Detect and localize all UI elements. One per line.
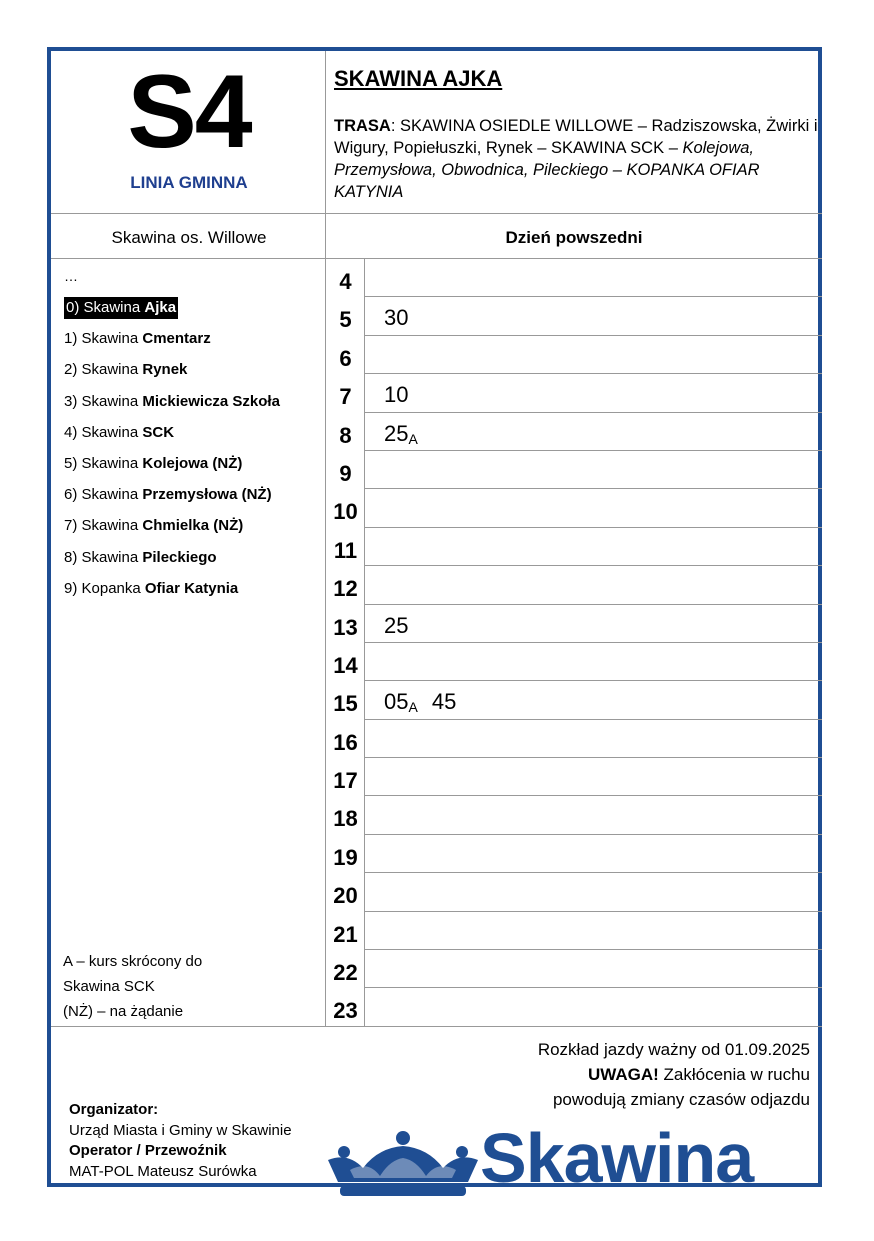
note-line: Skawina SCK xyxy=(63,978,155,995)
stop-label xyxy=(64,361,187,378)
stop-prefix: 8) Skawina xyxy=(64,548,143,566)
note-line: A – kurs skrócony do xyxy=(63,953,203,970)
hour-cell: 10 xyxy=(333,499,358,525)
stop-label xyxy=(64,330,211,347)
stop-label xyxy=(64,486,272,503)
stop-item xyxy=(64,296,280,327)
hour-row xyxy=(326,758,822,796)
stop-label xyxy=(64,424,174,441)
stop-name: Cmentarz xyxy=(142,330,211,348)
day-header: Dzień powszedni xyxy=(505,228,643,247)
departure-table xyxy=(326,259,822,1027)
stop-prefix: 5) Skawina xyxy=(64,454,143,472)
hour-cell: 21 xyxy=(333,921,358,947)
hour-row xyxy=(326,605,822,643)
stop-prefix: 3) Skawina xyxy=(64,392,143,410)
stop-name: Rynek xyxy=(142,361,188,379)
stop-item xyxy=(64,452,280,483)
hour-cell: 20 xyxy=(333,883,358,909)
notes xyxy=(63,949,202,1024)
stop-label xyxy=(64,517,243,534)
operator-value: MAT-POL Mateusz Surówka xyxy=(69,1162,257,1180)
hour-row xyxy=(326,451,822,489)
minutes-cell xyxy=(384,413,432,451)
stop-name: Mickiewicza Szkoła xyxy=(142,392,280,410)
hour-cell: 5 xyxy=(339,307,352,333)
course-mark: A xyxy=(408,699,418,716)
hour-row xyxy=(326,796,822,834)
hour-cell: 17 xyxy=(333,768,358,794)
minute-value: 10 xyxy=(384,382,409,408)
logo-text: Skawina xyxy=(480,1119,754,1197)
stop-item xyxy=(64,390,280,421)
route-text-italic: Kolejowa, Przemysłowa, Obwodnica, Pileckiego – KOPANKA OFIAR KATYNIA xyxy=(334,139,760,201)
hour-cell: 7 xyxy=(339,384,352,410)
warning-line xyxy=(538,1062,810,1087)
hour-row xyxy=(326,835,822,873)
note-line: (NŻ) – na żądanie xyxy=(63,1003,184,1020)
hour-cell: 16 xyxy=(333,729,358,755)
operator-label: Operator / Przewoźnik xyxy=(69,1142,227,1159)
line-number: S4 xyxy=(127,54,251,170)
organizer-value: Urząd Miasta i Gminy w Skawinie xyxy=(69,1121,292,1139)
hour-row xyxy=(326,413,822,451)
stop-item xyxy=(64,421,280,452)
hour-row xyxy=(326,643,822,681)
hour-cell: 9 xyxy=(339,460,352,486)
hour-cell: 11 xyxy=(333,537,358,563)
validity-info xyxy=(538,1037,810,1112)
minute-value: 25 xyxy=(384,420,409,446)
hour-row xyxy=(326,720,822,758)
stops-ellipsis: … xyxy=(64,268,78,284)
stop-prefix: 0) Skawina xyxy=(66,299,145,316)
hour-row xyxy=(326,950,822,988)
stop-name: Kolejowa (NŻ) xyxy=(142,454,243,472)
stop-label xyxy=(64,393,280,410)
departure-minute xyxy=(384,305,408,330)
hour-cell: 15 xyxy=(333,691,358,717)
stop-item xyxy=(64,546,280,577)
stop-item xyxy=(64,483,280,514)
stop-item xyxy=(64,327,280,358)
organizer-label: Organizator: xyxy=(69,1101,159,1118)
hour-row xyxy=(326,912,822,950)
hour-cell: 12 xyxy=(333,576,358,602)
hour-cell: 6 xyxy=(339,345,352,371)
departure-minute xyxy=(432,689,456,714)
hour-cell: 22 xyxy=(333,960,358,986)
warning-text: Zakłócenia w ruchu xyxy=(658,1065,810,1084)
departure-minute xyxy=(384,382,408,407)
hour-cell: 18 xyxy=(333,806,358,832)
stop-prefix: 7) Skawina xyxy=(64,517,143,535)
stop-name: Przemysłowa (NŻ) xyxy=(142,486,272,504)
minute-value: 30 xyxy=(384,305,409,331)
stop-label xyxy=(64,580,238,597)
direction-header: Skawina os. Willowe xyxy=(111,228,267,247)
stop-label xyxy=(64,549,217,566)
stop-title: SKAWINA AJKA xyxy=(334,66,503,91)
hour-row xyxy=(326,489,822,527)
stop-prefix: 1) Skawina xyxy=(64,330,143,348)
stop-name: Chmielka (NŻ) xyxy=(142,517,244,535)
departure-minute xyxy=(384,689,418,714)
hour-row xyxy=(326,336,822,374)
crown-icon xyxy=(328,1130,478,1200)
hour-cell: 19 xyxy=(333,844,358,870)
validity-date: Rozkład jazdy ważny od 01.09.2025 xyxy=(537,1040,810,1059)
departure-minute xyxy=(384,613,408,638)
minutes-cell xyxy=(384,374,422,412)
divider xyxy=(51,213,822,214)
stop-name: SCK xyxy=(142,423,175,441)
stop-item xyxy=(64,577,280,608)
stop-label xyxy=(64,297,178,319)
minute-value: 45 xyxy=(431,689,457,715)
stop-name: Pileckiego xyxy=(142,548,217,566)
hour-row xyxy=(326,528,822,566)
stop-name: Ofiar Katynia xyxy=(144,579,239,597)
line-type: LINIA GMINNA xyxy=(130,173,248,192)
minute-value: 25 xyxy=(384,612,409,638)
minutes-cell xyxy=(384,297,422,335)
hour-cell: 8 xyxy=(339,422,352,448)
route-label: TRASA xyxy=(334,117,391,135)
hour-cell: 13 xyxy=(333,614,358,640)
warning-line-2: powodują zmiany czasów odjazdu xyxy=(552,1090,810,1109)
hour-cell: 4 xyxy=(339,269,352,294)
hour-row xyxy=(326,259,822,297)
hour-row xyxy=(326,681,822,719)
hour-row xyxy=(326,374,822,412)
minutes-cell xyxy=(384,681,470,719)
hour-row xyxy=(326,988,822,1026)
minutes-cell xyxy=(384,605,422,643)
stop-prefix: 6) Skawina xyxy=(64,486,143,504)
stop-item xyxy=(64,514,280,545)
hour-row xyxy=(326,566,822,604)
stop-list xyxy=(64,296,280,608)
stop-prefix: 9) Kopanka xyxy=(64,579,145,597)
hour-cell: 14 xyxy=(333,652,358,678)
hour-row xyxy=(326,297,822,335)
departure-minute xyxy=(384,421,418,446)
stop-prefix: 4) Skawina xyxy=(64,423,143,441)
hour-row xyxy=(326,873,822,911)
hour-cell: 23 xyxy=(333,998,358,1024)
organizer-info xyxy=(69,1100,292,1182)
minute-value: 05 xyxy=(384,689,409,715)
row-divider xyxy=(365,1026,822,1027)
route-text: : SKAWINA OSIEDLE WILLOWE – Radziszowska, Żwirki i Wigury, Popiełuszki, Rynek – SKAWINA SCK – xyxy=(334,117,818,157)
course-mark: A xyxy=(408,430,418,447)
stop-label xyxy=(64,455,242,472)
stop-name: Ajka xyxy=(144,299,177,316)
stop-item xyxy=(64,358,280,389)
stop-prefix: 2) Skawina xyxy=(64,361,143,379)
warning-label: UWAGA! xyxy=(587,1065,659,1084)
route-description xyxy=(334,115,824,203)
